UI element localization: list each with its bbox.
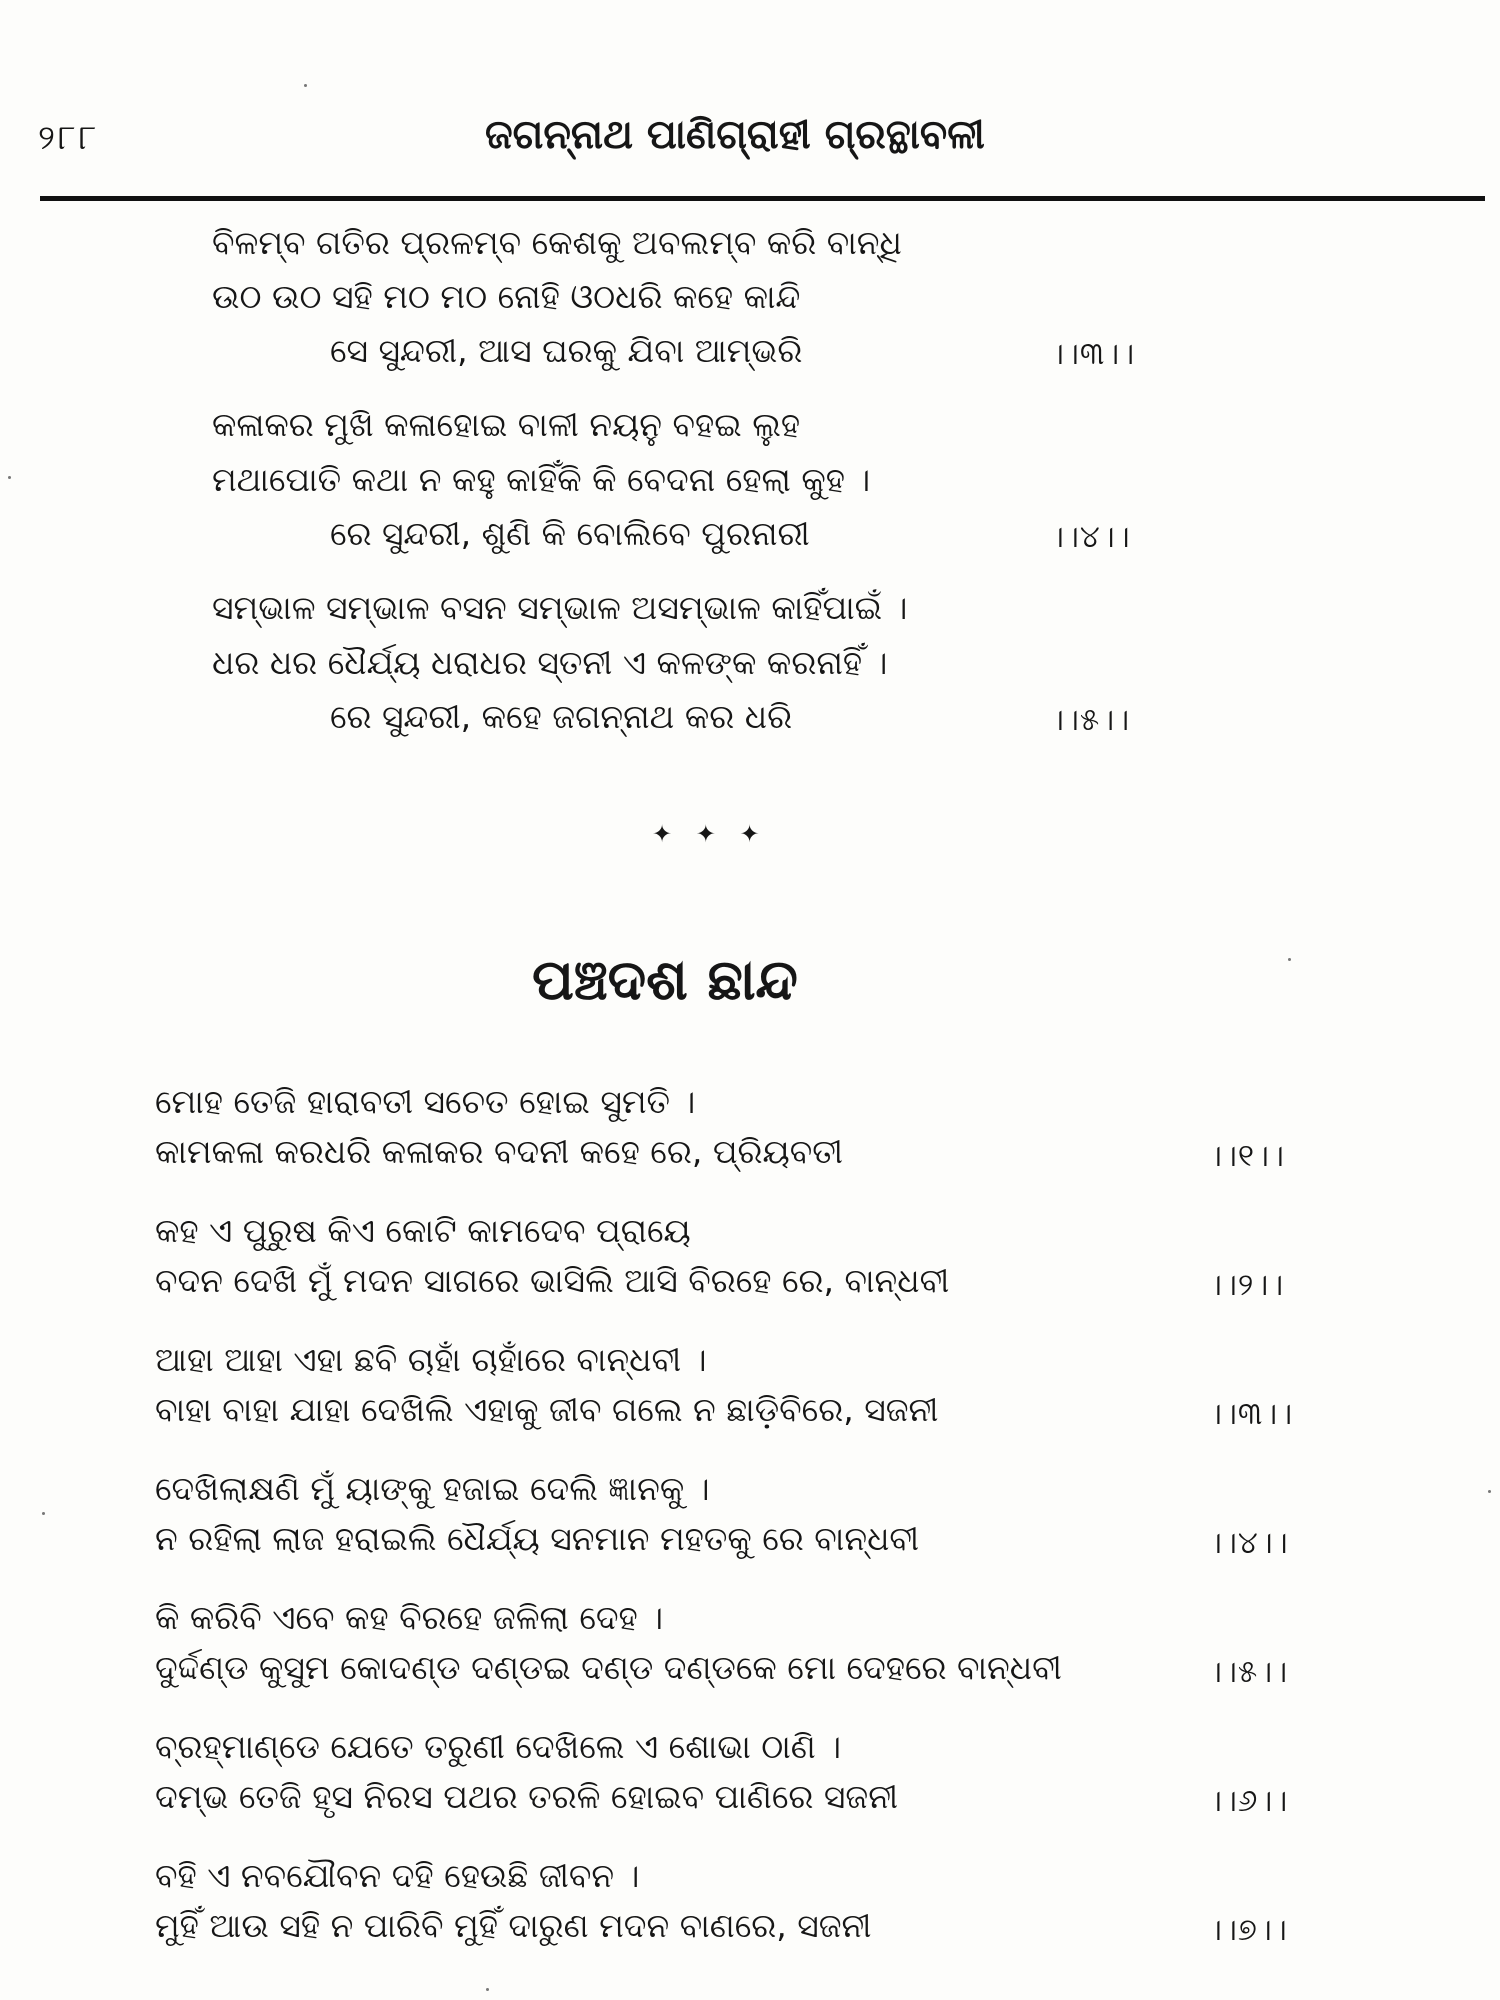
verse-line: ବ୍ରହ୍ମାଣ୍ଡେ ଯେତେ ତରୁଣୀ ଦେଖିଲେ ଏ ଶୋଭା ଠାଣି । <box>155 1727 842 1766</box>
verse-line: ଦମ୍ଭ ତେଜି ହୃସ ନିରସ ପଥର ତରଳି ହୋଇବ ପାଣିରେ ସଜନୀ <box>155 1777 899 1816</box>
section-title: ପଞ୍ଚଦଶ ଛାନ୍ଦ <box>532 948 798 1013</box>
verse-number: ।।୫।। <box>1208 1654 1289 1690</box>
verse-number: ।।୬।। <box>1208 1783 1289 1819</box>
verse-number: ।।୩।। <box>1208 1396 1294 1432</box>
page-number: ୨୮୮ <box>38 118 100 158</box>
scan-speck <box>8 476 11 479</box>
verse-line: ମୁହିଁ ଆଉ ସହି ନ ପାରିବି ମୁହିଁ ଦାରୁଣ ମଦନ ବାଣରେ, ସଜନୀ <box>155 1906 872 1945</box>
verse-number: ।।୩।। <box>1050 336 1136 372</box>
verse-number: ।।୪।। <box>1208 1525 1289 1561</box>
scan-speck <box>1288 958 1291 961</box>
verse-line: ଦୁର୍ଦ୍ଦଣ୍ଡ କୁସୁମ କୋଦଣ୍ଡ ଦଣ୍ଡଇ ଦଣ୍ଡ ଦଣ୍ଡକେ ମୋ ଦେହରେ ବାନ୍ଧବୀ <box>155 1648 1062 1687</box>
verse-line: ସମ୍ଭାଳ ସମ୍ଭାଳ ବସନ ସମ୍ଭାଳ ଅସମ୍ଭାଳ କାହିଁପାଇଁ । <box>212 588 908 627</box>
scan-speck <box>304 84 307 87</box>
verse-line: ଆହା ଆହା ଏହା ଛବି ଚାହାଁ ଚାହାଁରେ ବାନ୍ଧବୀ । <box>155 1340 707 1379</box>
verse-number: ।।୭।। <box>1208 1912 1288 1948</box>
verse-line: କି କରିବି ଏବେ କହ ବିରହେ ଜଳିଲା ଦେହ । <box>155 1598 664 1637</box>
verse-number: ।।୧।। <box>1208 1138 1285 1174</box>
verse-line: ଉଠ ଉଠ ସହି ମଠ ମଠ ନୋହି ଓଠଧରି କହେ କାନ୍ଦି <box>212 277 801 316</box>
verse-line: ବହି ଏ ନବଯୌବନ ଦହି ହେଉଛି ଜୀବନ । <box>155 1856 640 1895</box>
verse-number: ।।୨।। <box>1208 1267 1285 1303</box>
verse-refrain: ରେ ସୁନ୍ଦରୀ, ଶୁଣି କି ବୋଲିବେ ପୁରନାରୀ <box>330 514 810 553</box>
ornament-divider: ✦ ✦ ✦ <box>652 820 768 848</box>
verse-number: ।।୫।। <box>1050 702 1131 738</box>
header-rule <box>40 196 1485 201</box>
verse-line: କାମକଳା କରଧରି କଳାକର ବଦନୀ କହେ ରେ, ପ୍ରିୟବତୀ <box>155 1132 843 1171</box>
verse-line: ମଥାପୋତି କଥା ନ କହୁ କାହିଁକି କି ବେଦନା ହେଲା କୁହ । <box>212 460 871 499</box>
verse-line: କଳାକର ମୁଖି କଳାହୋଇ ବାଳୀ ନୟନୁ ବହଇ ଲୁହ <box>212 405 801 444</box>
verse-line: ବଦନ ଦେଖି ମୁଁ ମଦନ ସାଗରେ ଭାସିଲି ଆସି ବିରହେ ରେ, ବାନ୍ଧବୀ <box>155 1261 950 1300</box>
scan-speck <box>486 1988 489 1991</box>
verse-refrain: ସେ ସୁନ୍ଦରୀ, ଆସ ଘରକୁ ଯିବା ଆମ୍ଭରି <box>330 331 803 370</box>
scan-speck <box>1488 1490 1491 1493</box>
verse-line: ନ ରହିଲା ଲାଜ ହରାଇଲି ଧୈର୍ଯ୍ୟ ସନମାନ ମହତକୁ ରେ ବାନ୍ଧବୀ <box>155 1519 920 1558</box>
verse-line: ବାହା ବାହା ଯାହା ଦେଖିଲି ଏହାକୁ ଜୀବ ଗଲେ ନ ଛାଡ଼ିବିରେ, ସଜନୀ <box>155 1390 939 1429</box>
verse-number: ।।୪।। <box>1050 519 1131 555</box>
verse-line: କହ ଏ ପୁରୁଷ କିଏ କୋଟି କାମଦେବ ପ୍ରାୟେ <box>155 1211 691 1250</box>
verse-line: ଦେଖିଲାକ୍ଷଣି ମୁଁ ୟାଙ୍କୁ ହଜାଇ ଦେଲି ଜ୍ଞାନକୁ । <box>155 1469 710 1508</box>
verse-line: ମୋହ ତେଜି ହାରାବତୀ ସଚେତ ହୋଇ ସୁମତି । <box>155 1082 696 1121</box>
scan-speck <box>42 1512 45 1515</box>
verse-line: ବିଳମ୍ବ ଗତିର ପ୍ରଳମ୍ବ କେଶକୁ ଅବଲମ୍ବ କରି ବାନ୍ଧି <box>212 223 902 262</box>
verse-refrain: ରେ ସୁନ୍ଦରୀ, କହେ ଜଗନ୍ନାଥ କର ଧରି <box>330 697 793 736</box>
running-title: ଜଗନ୍ନାଥ ପାଣିଗ୍ରାହୀ ଗ୍ରନ୍ଥାବଳୀ <box>485 112 985 158</box>
verse-line: ଧର ଧର ଧୈର୍ଯ୍ୟ ଧରାଧର ସ୍ତନୀ ଏ କଳଙ୍କ କରନାହିଁ । <box>212 643 888 682</box>
